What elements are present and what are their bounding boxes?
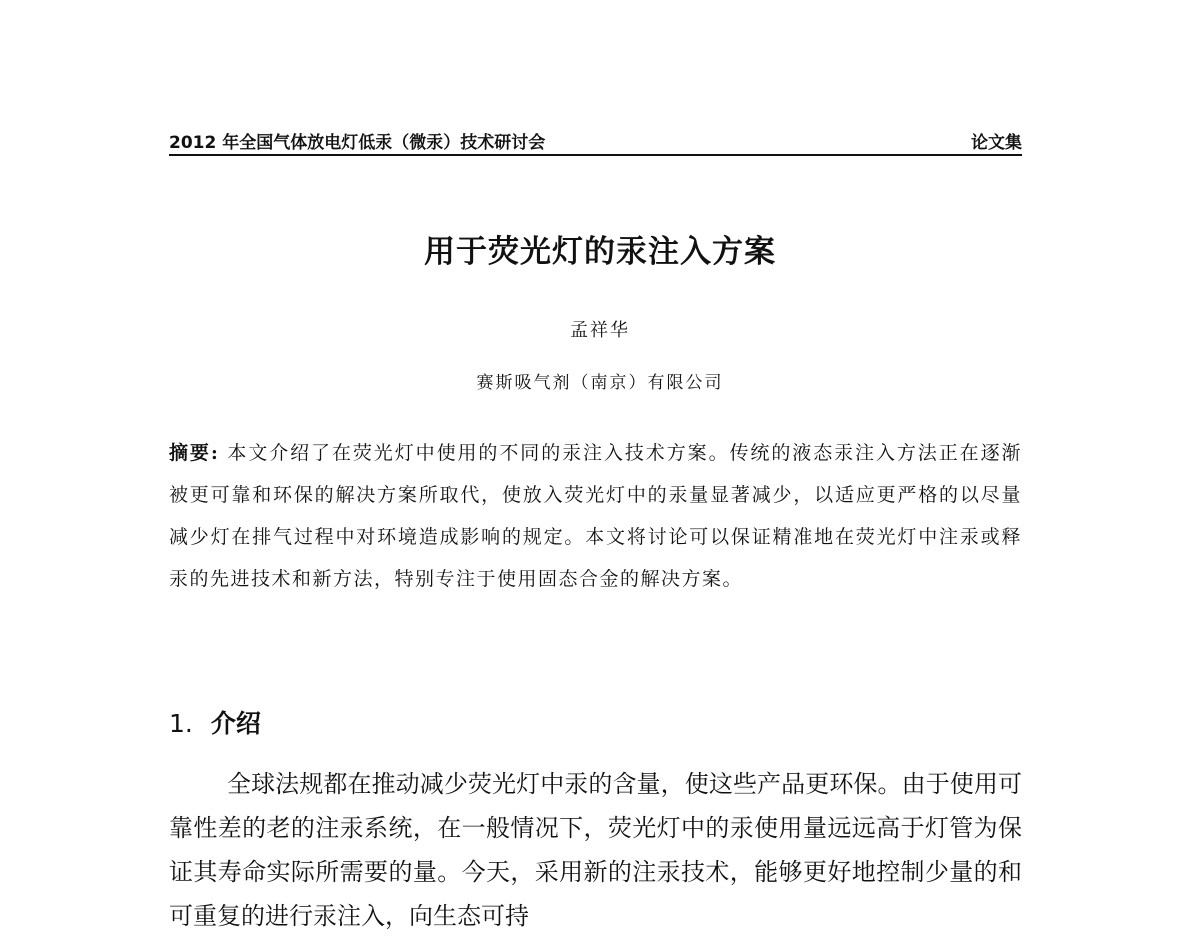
running-header — [169, 124, 1022, 156]
header-conference-title: 2012 年全国气体放电灯低汞（微汞）技术研讨会 — [169, 133, 546, 153]
paper-title: 用于荧光灯的汞注入方案 — [424, 234, 776, 270]
author-affiliation: 赛斯吸气剂（南京）有限公司 — [476, 373, 724, 393]
section-title: 介绍 — [210, 709, 261, 738]
body-paragraph: 全球法规都在推动减少荧光灯中汞的含量，使这些产品更环保。由于使用可靠性差的老的注汞系统，在一般情况下，荧光灯中的汞使用量远远高于灯管为保证其寿命实际所需要的量。今天，采用新的注汞技术，能够更好地控制少量的和可重复的进行汞注入，向生态可持 — [169, 770, 1022, 930]
header-proceedings-label: 论文集 — [971, 133, 1022, 153]
author-name: 孟祥华 — [570, 320, 630, 341]
abstract-paragraph — [169, 432, 1022, 600]
abstract-label: 摘要: — [169, 442, 220, 464]
section-heading — [169, 704, 261, 740]
section-number: 1. — [169, 709, 193, 738]
abstract-text: 本文介绍了在荧光灯中使用的不同的汞注入技术方案。传统的液态汞注入方法正在逐渐被更可靠和环保的解决方案所取代，使放入荧光灯中的汞量显著减少，以适应更严格的以尽量减少灯在排气过程中对环境造成影响的规定。本文将讨论可以保证精准地在荧光灯中注汞或释汞的先进技术和新方法，特别专注于使用固态合金的解决方案。 — [169, 442, 1022, 590]
